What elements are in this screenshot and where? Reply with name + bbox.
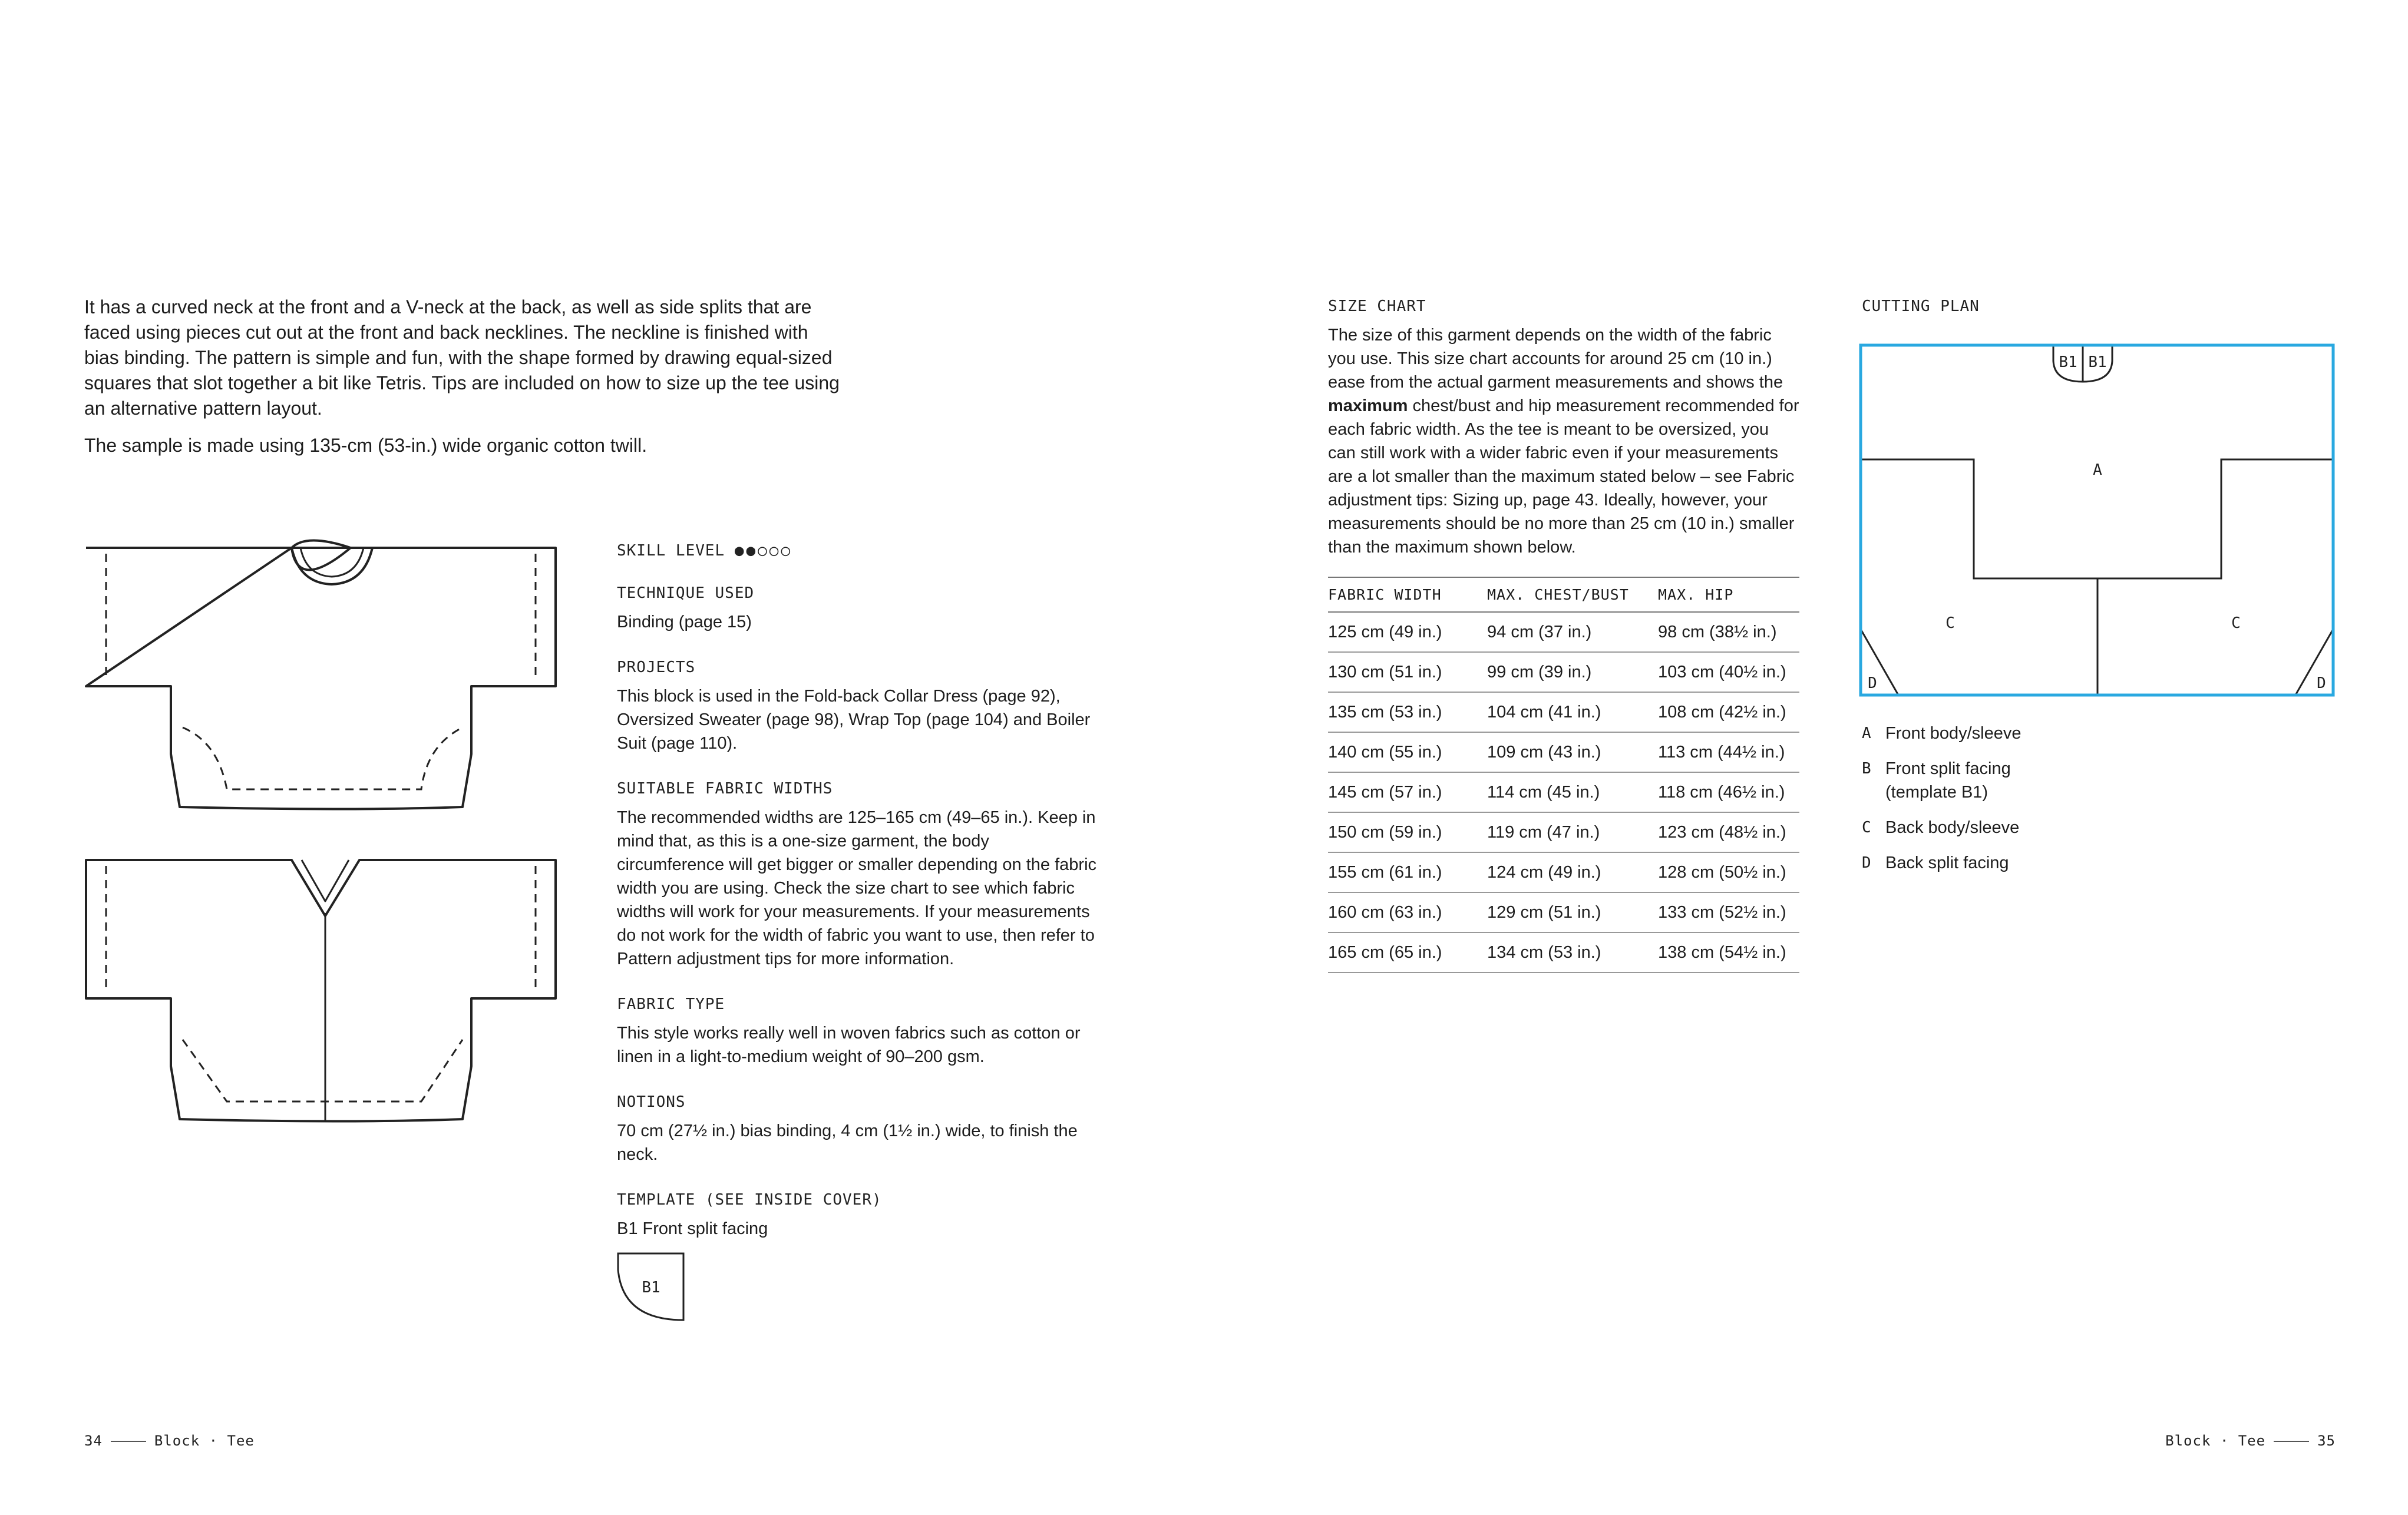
table-cell: 125 cm (49 in.) (1328, 612, 1487, 652)
tee-back-illustration (82, 851, 560, 1134)
table-cell: 135 cm (53 in.) (1328, 692, 1487, 732)
legend-item: C Back body/sleeve (1862, 818, 2020, 837)
table-cell: 94 cm (37 in.) (1487, 612, 1658, 652)
table-cell: 145 cm (57 in.) (1328, 772, 1487, 812)
fabric-widths-text: The recommended widths are 125–165 cm (49–65 in.). Keep in mind that, as this is a one-size garment, the body circumference will get bigger or smaller depending on the fabric width you are using. Check the size chart to see which fabric widths will work for your measurements. If your measurements do not work for the width of fabric you want to use, then refer to Pattern adjustment tips for more information. (617, 808, 1097, 968)
technique-text: Binding (page 15) (617, 613, 752, 631)
piece-label-c: C (1945, 614, 1955, 632)
legend-item: A Front body/sleeve (1862, 724, 2021, 743)
cutting-plan (1862, 297, 2333, 323)
table-row (1328, 612, 1799, 652)
table-cell: 129 cm (51 in.) (1487, 892, 1658, 932)
fabric-type-label: FABRIC TYPE (617, 995, 725, 1013)
table-cell: 113 cm (44½ in.) (1658, 732, 1799, 772)
table-row (1328, 772, 1799, 812)
table-cell: 150 cm (59 in.) (1328, 812, 1487, 852)
intro-paragraph: The sample is made using 135-cm (53-in.) wide organic cotton twill. (84, 435, 648, 456)
table-cell: 119 cm (47 in.) (1487, 812, 1658, 852)
table-cell: 118 cm (46½ in.) (1658, 772, 1799, 812)
page-number: 34 (84, 1433, 103, 1449)
table-cell: 155 cm (61 in.) (1328, 852, 1487, 892)
table-row (1328, 892, 1799, 932)
piece-label-d: D (1868, 674, 1877, 692)
table-cell: 99 cm (39 in.) (1487, 652, 1658, 692)
footer-rule (2274, 1441, 2309, 1442)
size-chart (1328, 297, 1799, 973)
piece-label-a: A (2093, 461, 2102, 479)
column-header: FABRIC WIDTH (1328, 577, 1487, 612)
piece-label-d: D (2317, 674, 2326, 692)
table-cell: 130 cm (51 in.) (1328, 652, 1487, 692)
piece-label-c: C (2231, 614, 2241, 632)
table-cell: 123 cm (48½ in.) (1658, 812, 1799, 852)
legend-item: B Front split facing (template B1) (1862, 759, 2011, 802)
table-cell: 160 cm (63 in.) (1328, 892, 1487, 932)
running-title: Block · Tee (154, 1433, 255, 1449)
table-cell: 124 cm (49 in.) (1487, 852, 1658, 892)
notions-label: NOTIONS (617, 1093, 686, 1111)
details-column (617, 542, 1100, 1326)
template-piece-label: B1 (642, 1279, 660, 1296)
column-header: MAX. HIP (1658, 577, 1799, 612)
table-cell: 103 cm (40½ in.) (1658, 652, 1799, 692)
footer-left (84, 1433, 255, 1449)
table-cell: 98 cm (38½ in.) (1658, 612, 1799, 652)
table-row (1328, 932, 1799, 972)
table-cell: 128 cm (50½ in.) (1658, 852, 1799, 892)
running-title: Block · Tee (2165, 1433, 2266, 1449)
table-cell: 109 cm (43 in.) (1487, 732, 1658, 772)
cutting-plan-label: CUTTING PLAN (1862, 297, 1980, 315)
size-chart-label: SIZE CHART (1328, 297, 1426, 315)
page-number: 35 (2317, 1433, 2336, 1449)
template-text: B1 Front split facing (617, 1219, 768, 1238)
size-table (1328, 577, 1799, 973)
template-label: TEMPLATE (SEE INSIDE COVER) (617, 1191, 882, 1209)
table-cell: 138 cm (54½ in.) (1658, 932, 1799, 972)
cutting-plan-legend (1862, 722, 2056, 886)
table-row (1328, 852, 1799, 892)
skill-level-dots: ●●○○○ (734, 542, 793, 560)
table-row (1328, 732, 1799, 772)
cutting-plan-diagram (1856, 340, 2339, 700)
fabric-type-text: This style works really well in woven fabrics such as cotton or linen in a light-to-medium weight of 90–200 gsm. (617, 1024, 1081, 1066)
table-cell: 108 cm (42½ in.) (1658, 692, 1799, 732)
piece-label-b1: B1 (2059, 353, 2077, 371)
size-chart-text: The size of this garment depends on the width of the fabric you use. This size chart accounts for around 25 cm (10 in.) ease from the actual garment measurements and shows the maximum chest/bust and hip measurement recommended for each fabric width. As the tee is meant to be oversized, you can still work with a wider fabric even if your measurements are a lot smaller than the maximum stated below – see Fabric adjustment tips: Sizing up, page 43. Ideally, however, your measurements should be no more than 25 cm (10 in.) smaller than the maximum shown below. (1328, 326, 1799, 557)
intro-paragraph: It has a curved neck at the front and a V-neck at the back, as well as side splits that are faced using pieces cut out at the front and back necklines. The neckline is finished with bias binding. The pattern is simple and fun, with the shape formed by drawing equal-sized squares that slot together a bit like Tetris. Tips are included on how to size up the tee using an alternative pattern layout. (84, 296, 840, 419)
table-row (1328, 692, 1799, 732)
table-cell: 133 cm (52½ in.) (1658, 892, 1799, 932)
tee-front-illustration (82, 539, 560, 822)
footer-right (2165, 1433, 2336, 1449)
piece-label-b1: B1 (2088, 353, 2107, 371)
projects-label: PROJECTS (617, 659, 696, 676)
table-header-row (1328, 577, 1799, 612)
footer-rule (111, 1441, 146, 1442)
legend-item: D Back split facing (1862, 854, 2009, 872)
table-row (1328, 812, 1799, 852)
intro-text (84, 295, 844, 470)
technique-label: TECHNIQUE USED (617, 584, 755, 602)
table-cell: 140 cm (55 in.) (1328, 732, 1487, 772)
table-cell: 134 cm (53 in.) (1487, 932, 1658, 972)
column-header: MAX. CHEST/BUST (1487, 577, 1658, 612)
projects-text: This block is used in the Fold-back Collar Dress (page 92), Oversized Sweater (page 98), Wrap Top (page 104) and Boiler Suit (page 110). (617, 687, 1091, 753)
table-cell: 165 cm (65 in.) (1328, 932, 1487, 972)
table-cell: 104 cm (41 in.) (1487, 692, 1658, 732)
notions-text: 70 cm (27½ in.) bias binding, 4 cm (1½ in.) wide, to finish the neck. (617, 1122, 1078, 1164)
table-row (1328, 652, 1799, 692)
template-b1-shape (617, 1252, 688, 1323)
skill-level: SKILL LEVEL ●●○○○ (617, 542, 793, 560)
fabric-widths-label: SUITABLE FABRIC WIDTHS (617, 780, 833, 798)
table-cell: 114 cm (45 in.) (1487, 772, 1658, 812)
